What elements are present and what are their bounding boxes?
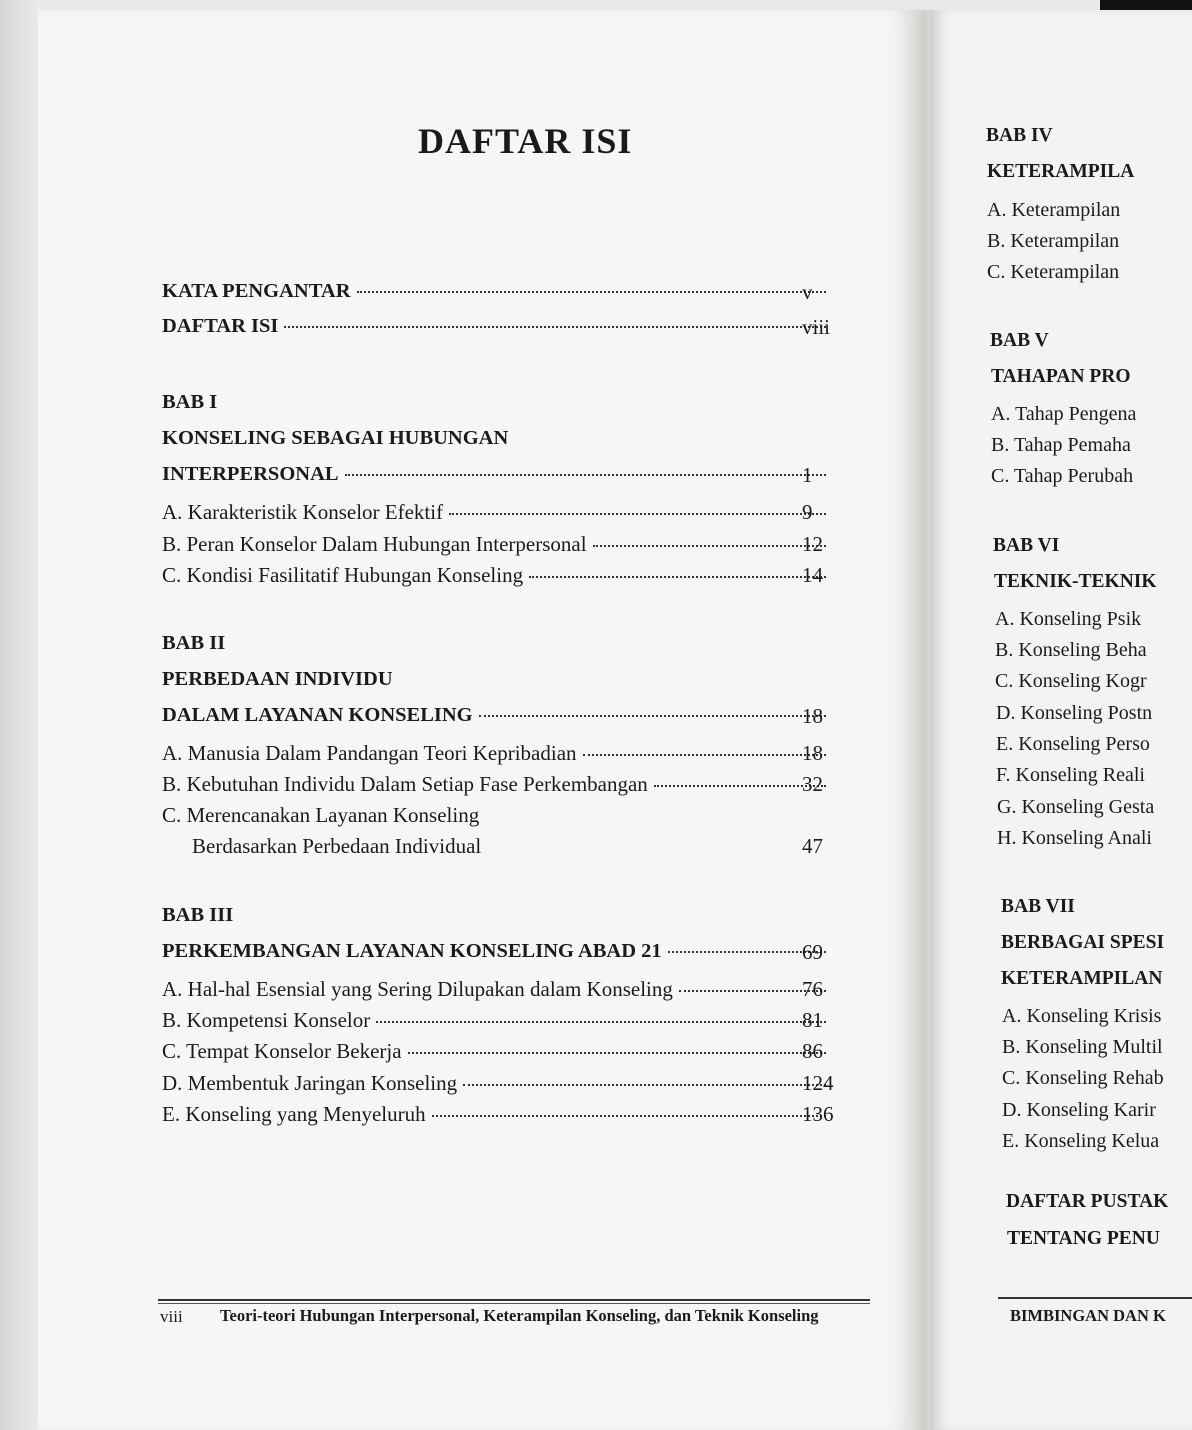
footer-page-number: viii: [160, 1307, 183, 1326]
toc-entry-label: C. Kondisi Fasilitatif Hubungan Konseling: [162, 563, 524, 587]
right-toc-item[interactable]: F. Konseling Reali: [996, 764, 1145, 786]
leader-dots: [284, 311, 826, 328]
right-chapter-number: BAB VI: [993, 535, 1060, 556]
toc-entry-label: C. Tempat Konselor Bekerja: [162, 1039, 402, 1063]
footer-book-title: Teori-teori Hubungan Interpersonal, Keterampilan Konseling, dan Teknik Konseling: [220, 1306, 819, 1325]
right-footer-rule: [998, 1297, 1192, 1299]
toc-entry-page: viii: [802, 315, 831, 339]
leader-dots: [432, 1100, 826, 1117]
footer-rule: [158, 1299, 870, 1301]
right-toc-item[interactable]: D. Konseling Postn: [996, 702, 1153, 724]
right-toc-item[interactable]: C. Tahap Perubah: [991, 465, 1134, 487]
chapter-number: BAB II: [162, 632, 226, 654]
right-toc-item[interactable]: D. Konseling Karir: [1002, 1099, 1156, 1121]
leader-dots: [654, 770, 826, 787]
leader-dots: [529, 561, 826, 578]
toc-entry-page: 9: [802, 500, 813, 524]
right-toc-item[interactable]: A. Konseling Krisis: [1002, 1005, 1162, 1027]
toc-entry-section[interactable]: [162, 1008, 832, 1038]
toc-entry-page: 1: [802, 463, 813, 487]
toc-entry-section[interactable]: [162, 1071, 832, 1101]
right-chapter-title: BERBAGAI SPESI: [1001, 932, 1165, 953]
toc-entry-label: PERKEMBANGAN LAYANAN KONSELING ABAD 21: [162, 940, 662, 962]
leader-dots: [479, 700, 826, 717]
toc-entry-section-line[interactable]: C. Merencanakan Layanan Konseling: [162, 803, 480, 827]
toc-entry-section[interactable]: [162, 772, 832, 802]
toc-entry-label: DALAM LAYANAN KONSELING: [162, 704, 473, 726]
toc-entry-label: E. Konseling yang Menyeluruh: [162, 1102, 426, 1126]
toc-entry-label: B. Kebutuhan Individu Dalam Setiap Fase Perkembangan: [162, 772, 648, 796]
toc-entry-page: 76: [802, 977, 823, 1001]
chapter-number: BAB I: [162, 391, 218, 413]
toc-entry-section[interactable]: [162, 1039, 832, 1069]
toc-entry-page: 47: [802, 834, 823, 858]
right-chapter-title: TEKNIK-TEKNIK: [994, 571, 1157, 592]
right-toc-item[interactable]: B. Konseling Multil: [1002, 1036, 1163, 1058]
toc-entry-page: 32: [802, 772, 823, 796]
right-toc-item[interactable]: H. Konseling Anali: [997, 827, 1152, 849]
toc-entry-section[interactable]: [162, 500, 832, 530]
leader-dots: [345, 459, 826, 476]
right-chapter-number: BAB V: [990, 330, 1049, 351]
toc-entry-chapter-1[interactable]: [162, 463, 832, 493]
right-chapter-title: KETERAMPILA: [987, 161, 1135, 182]
right-toc-item[interactable]: A. Konseling Psik: [995, 608, 1142, 630]
toc-entry-chapter-2[interactable]: [162, 704, 832, 734]
toc-entry-page: 14: [802, 563, 823, 587]
toc-entry-section[interactable]: [162, 741, 832, 771]
right-footer-title: BIMBINGAN DAN K: [1010, 1306, 1166, 1325]
right-page-content: [930, 10, 1192, 1430]
toc-entry-section[interactable]: [162, 834, 832, 864]
right-chapter-number: BAB VII: [1001, 896, 1075, 917]
toc-entry-page: 81: [802, 1008, 823, 1032]
leader-dots: [583, 739, 826, 756]
toc-entry-section[interactable]: [162, 977, 832, 1007]
right-toc-item[interactable]: B. Konseling Beha: [995, 639, 1147, 661]
toc-entry-page: 124: [802, 1071, 834, 1095]
toc-entry-label: B. Peran Konselor Dalam Hubungan Interpersonal: [162, 532, 587, 556]
right-toc-item[interactable]: B. Tahap Pemaha: [991, 434, 1131, 456]
chapter-title-line: PERBEDAAN INDIVIDU: [162, 668, 393, 690]
toc-entry-page: 18: [802, 704, 823, 728]
right-chapter-title: KETERAMPILAN: [1001, 968, 1163, 989]
toc-entry-label: A. Manusia Dalam Pandangan Teori Kepribadian: [162, 741, 577, 765]
right-toc-item[interactable]: B. Keterampilan: [987, 230, 1120, 252]
toc-entry-label: D. Membentuk Jaringan Konseling: [162, 1071, 458, 1095]
toc-entry-label: INTERPERSONAL: [162, 463, 339, 485]
leader-dots: [376, 1006, 826, 1023]
right-back-matter[interactable]: TENTANG PENU: [1007, 1228, 1160, 1249]
chapter-number: BAB III: [162, 904, 234, 926]
right-toc-item[interactable]: E. Konseling Kelua: [1002, 1130, 1160, 1152]
toc-entry-label: A. Karakteristik Konselor Efektif: [162, 500, 444, 524]
right-chapter-number: BAB IV: [986, 125, 1053, 146]
footer-rule-thin: [158, 1303, 870, 1304]
leader-dots: [449, 498, 826, 515]
toc-entry-page: 12: [802, 532, 823, 556]
right-chapter-title: TAHAPAN PRO: [991, 366, 1131, 387]
toc-entry-label: KATA PENGANTAR: [162, 280, 351, 302]
scan-left-margin: [0, 0, 40, 1430]
right-toc-item[interactable]: E. Konseling Perso: [996, 733, 1150, 755]
toc-entry-page: 86: [802, 1039, 823, 1063]
right-back-matter[interactable]: DAFTAR PUSTAK: [1006, 1191, 1169, 1212]
right-toc-item[interactable]: G. Konseling Gesta: [997, 796, 1155, 818]
leader-dots: [463, 1069, 826, 1086]
toc-entry-section[interactable]: [162, 1102, 832, 1132]
toc-entry-label: DAFTAR ISI: [162, 315, 279, 337]
right-toc-item[interactable]: C. Konseling Kogr: [995, 670, 1147, 692]
toc-entry-chapter-3[interactable]: [162, 940, 832, 970]
right-toc-item[interactable]: C. Konseling Rehab: [1002, 1067, 1164, 1089]
toc-entry-page: 18: [802, 741, 823, 765]
page-title: DAFTAR ISI: [418, 121, 633, 161]
toc-entry-page: v: [802, 280, 813, 304]
leader-dots: [357, 276, 827, 293]
leader-dots: [593, 530, 826, 547]
toc-entry-section[interactable]: [162, 563, 832, 593]
toc-entry-page: 69: [802, 940, 823, 964]
right-toc-item[interactable]: A. Tahap Pengena: [991, 403, 1137, 425]
toc-entry-daftar-isi[interactable]: [162, 315, 832, 345]
chapter-title-line: KONSELING SEBAGAI HUBUNGAN: [162, 427, 509, 449]
toc-entry-page: 136: [802, 1102, 834, 1126]
right-toc-item[interactable]: C. Keterampilan: [987, 261, 1120, 283]
leader-dots: [408, 1037, 826, 1054]
toc-entry-kata-pengantar[interactable]: [162, 280, 832, 310]
toc-entry-section[interactable]: [162, 532, 832, 562]
right-toc-item[interactable]: A. Keterampilan: [987, 199, 1121, 221]
toc-entry-label: A. Hal-hal Esensial yang Sering Dilupakan dalam Konseling: [162, 977, 673, 1001]
toc-entry-label: Berdasarkan Perbedaan Individual: [192, 834, 482, 858]
toc-entry-label: B. Kompetensi Konselor: [162, 1008, 371, 1032]
